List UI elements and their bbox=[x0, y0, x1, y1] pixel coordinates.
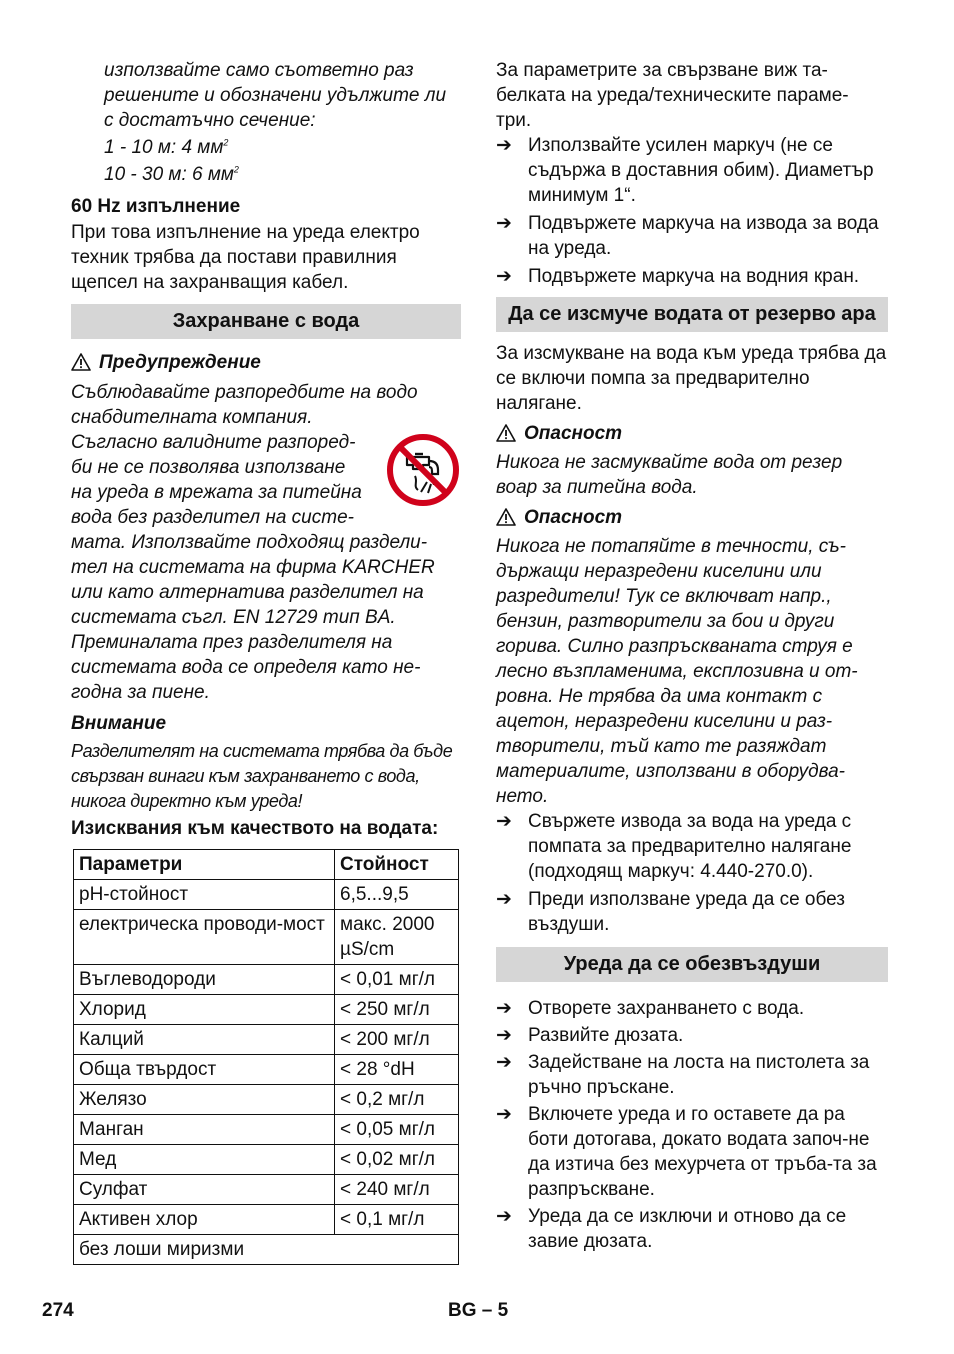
table-row bbox=[74, 1055, 459, 1085]
table-cell: макс. 2000 µS/cm bbox=[335, 910, 459, 965]
table-cell: Активен хлор bbox=[74, 1205, 335, 1235]
table-cell: < 200 мг/л bbox=[335, 1025, 459, 1055]
caution-text: Разделителят на системата трябва да бъде свързван винаги към захранването с вода, никога директно към уреда! bbox=[71, 741, 453, 811]
table-row bbox=[74, 1085, 459, 1115]
danger-title: Опасност bbox=[524, 507, 623, 528]
connection-intro: За параметрите за свързване виж та-белката на уреда/техническите параме-три. bbox=[496, 60, 849, 131]
warning-line: или като алтернатива разделител на bbox=[71, 582, 424, 603]
left-column bbox=[71, 58, 461, 1265]
step-item bbox=[496, 996, 888, 1021]
table-cell: < 0,05 мг/л bbox=[335, 1115, 459, 1145]
danger-text-1: Никога не засмуквайте вода от резер воар за питейна вода. bbox=[496, 452, 843, 498]
step-text: Подвържете маркуча на водния кран. bbox=[528, 266, 860, 287]
warning-heading bbox=[71, 350, 461, 375]
water-quality-table bbox=[73, 849, 459, 1265]
table-cell: < 0,1 мг/л bbox=[335, 1205, 459, 1235]
table-header-cell: Параметри bbox=[74, 850, 335, 880]
table-cell: < 250 мг/л bbox=[335, 995, 459, 1025]
step-text: Отворете захранването с вода. bbox=[528, 998, 805, 1019]
step-text: Уреда да се изключи и отново да се завие дюзата. bbox=[528, 1206, 847, 1252]
arrow-right-icon: ➔ bbox=[496, 266, 512, 287]
table-row bbox=[74, 910, 459, 965]
warning-p1: Съблюдавайте разпоредбите на водо снабдителната компания. bbox=[71, 382, 418, 428]
step-item bbox=[496, 809, 888, 884]
step-item bbox=[496, 1023, 888, 1048]
arrow-right-icon: ➔ bbox=[496, 1025, 512, 1046]
no-drinking-water-icon bbox=[385, 432, 461, 508]
arrow-right-icon: ➔ bbox=[496, 889, 512, 910]
section-water-supply: Захранване с вода bbox=[71, 304, 461, 339]
table-cell: Хлорид bbox=[74, 995, 335, 1025]
arrow-right-icon: ➔ bbox=[496, 998, 512, 1019]
table-cell: Калций bbox=[74, 1025, 335, 1055]
page-number: 274 bbox=[42, 1300, 74, 1321]
arrow-right-icon: ➔ bbox=[496, 1104, 512, 1125]
cable-line-2-sup: 2 bbox=[233, 164, 239, 175]
table-cell: Обща твърдост bbox=[74, 1055, 335, 1085]
step-text: Задействане на лоста на пистолета за ръчно пръскане. bbox=[528, 1052, 870, 1098]
arrow-right-icon: ➔ bbox=[496, 1206, 512, 1227]
arrow-right-icon: ➔ bbox=[496, 135, 512, 156]
cable-intro-text: използвайте само съответно раз решените и обозначени удължите ли с достатъчно сечение: bbox=[104, 60, 447, 131]
table-row bbox=[74, 965, 459, 995]
step-text: Включете уреда и го оставете да ра боти дотогава, докато водата започ-не да изтича без мехурчета от тръба-та за разпръскване. bbox=[528, 1104, 877, 1200]
hz-title: 60 Hz изпълнение bbox=[71, 196, 241, 217]
table-row bbox=[74, 1145, 459, 1175]
warning-line: Съгласно валидните разпоред- bbox=[71, 432, 356, 453]
cable-line-1 bbox=[104, 135, 461, 160]
table-cell: Манган bbox=[74, 1115, 335, 1145]
step-item bbox=[496, 1204, 888, 1254]
table-row bbox=[74, 995, 459, 1025]
warning-line: системата вода се определя като не- bbox=[71, 657, 421, 678]
arrow-right-icon: ➔ bbox=[496, 1052, 512, 1073]
warning-triangle-icon bbox=[496, 508, 518, 528]
suction-text: За изсмукване на вода към уреда трябва да се включи помпа за предварително налягане. bbox=[496, 343, 887, 414]
table-cell: < 0,02 мг/л bbox=[335, 1145, 459, 1175]
table-cell: < 0,01 мг/л bbox=[335, 965, 459, 995]
warning-line: системата съгл. EN 12729 тип BA. bbox=[71, 607, 396, 628]
danger-title: Опасност bbox=[524, 423, 623, 444]
cable-line-1-text: 1 - 10 м: 4 мм bbox=[104, 137, 224, 158]
table-cell: pH-стойност bbox=[74, 880, 335, 910]
step-text: Използвайте усилен маркуч (не се съдържа в доставния обим). Диаметър минимум 1“. bbox=[528, 135, 874, 206]
warning-line: тел на системата на фирма KARCHER bbox=[71, 557, 435, 578]
step-text: Подвържете маркуча на извода за вода на уреда. bbox=[528, 213, 879, 259]
table-cell: Желязо bbox=[74, 1085, 335, 1115]
section-bleed: Уреда да се обезвъздуши bbox=[496, 947, 888, 982]
table-row bbox=[74, 880, 459, 910]
table-cell: електрическа проводи-мост bbox=[74, 910, 335, 965]
warning-title: Предупреждение bbox=[99, 352, 261, 373]
warning-line: Преминалата през разделителя на bbox=[71, 632, 393, 653]
step-item bbox=[496, 887, 888, 937]
warning-triangle-icon bbox=[71, 353, 93, 373]
table-row bbox=[74, 1025, 459, 1055]
step-item bbox=[496, 133, 888, 208]
table-cell: Въглеводороди bbox=[74, 965, 335, 995]
cable-line-2-text: 10 - 30 м: 6 мм bbox=[104, 164, 234, 185]
arrow-right-icon: ➔ bbox=[496, 811, 512, 832]
warning-line: вода без разделител на систе- bbox=[71, 507, 354, 528]
danger-text-2: Никога не потапяйте в течности, съ-държащи неразредени киселини или разредители! Тук се включват напр., бензин, разтворители за бои и други горива. Силно разпръскваната струя е лесно възпламенима, експлозивна и от-ровна. Не трябва да има контакт с ацетон, неразредени киселини и раз-творители, тъй като те разяждат материалите, използвани в оборудва-нето. bbox=[496, 536, 858, 807]
quality-title: Изисквания към качеството на водата: bbox=[71, 818, 439, 839]
step-item bbox=[496, 1050, 888, 1100]
step-text: Развийте дюзата. bbox=[528, 1025, 684, 1046]
table-row bbox=[74, 1205, 459, 1235]
step-item bbox=[496, 1102, 888, 1202]
table-cell: 6,5...9,5 bbox=[335, 880, 459, 910]
step-text: Преди използване уреда да се обез въздуши. bbox=[528, 889, 846, 935]
step-text: Свържете извода за вода на уреда с помпата за предварително налягане (подходящ маркуч: 4.440-270.0). bbox=[528, 811, 852, 882]
arrow-right-icon: ➔ bbox=[496, 213, 512, 234]
table-row bbox=[74, 1175, 459, 1205]
table-header-cell: Стойност bbox=[335, 850, 459, 880]
right-column bbox=[496, 58, 888, 1254]
table-cell: Сулфат bbox=[74, 1175, 335, 1205]
language-page-label: BG – 5 bbox=[448, 1300, 509, 1321]
hz-text: При това изпълнение на уреда електро техник трябва да постави правилния щепсел на захранващия кабел. bbox=[71, 222, 420, 293]
warning-line: мата. Използвайте подходящ раздели- bbox=[71, 532, 428, 553]
danger-heading-2 bbox=[496, 505, 888, 530]
cable-intro bbox=[71, 58, 461, 187]
table-row bbox=[74, 1235, 459, 1265]
cable-line-1-sup: 2 bbox=[223, 137, 229, 148]
warning-line: годна за пиене. bbox=[71, 682, 210, 703]
table-cell: Мед bbox=[74, 1145, 335, 1175]
step-item bbox=[496, 264, 888, 289]
danger-heading-1 bbox=[496, 421, 888, 446]
table-cell: без лоши миризми bbox=[74, 1235, 459, 1265]
warning-line: би не се позволява използване bbox=[71, 457, 346, 478]
table-cell: < 0,2 мг/л bbox=[335, 1085, 459, 1115]
warning-triangle-icon bbox=[496, 424, 518, 444]
step-item bbox=[496, 211, 888, 261]
warning-line: на уреда в мрежата за питейна bbox=[71, 482, 362, 503]
cable-line-2 bbox=[104, 162, 461, 187]
table-header-row bbox=[74, 850, 459, 880]
table-cell: < 28 °dH bbox=[335, 1055, 459, 1085]
table-cell: < 240 мг/л bbox=[335, 1175, 459, 1205]
table-row bbox=[74, 1115, 459, 1145]
caution-title: Внимание bbox=[71, 713, 167, 734]
section-suction: Да се изсмуче водата от резерво ара bbox=[496, 297, 888, 332]
